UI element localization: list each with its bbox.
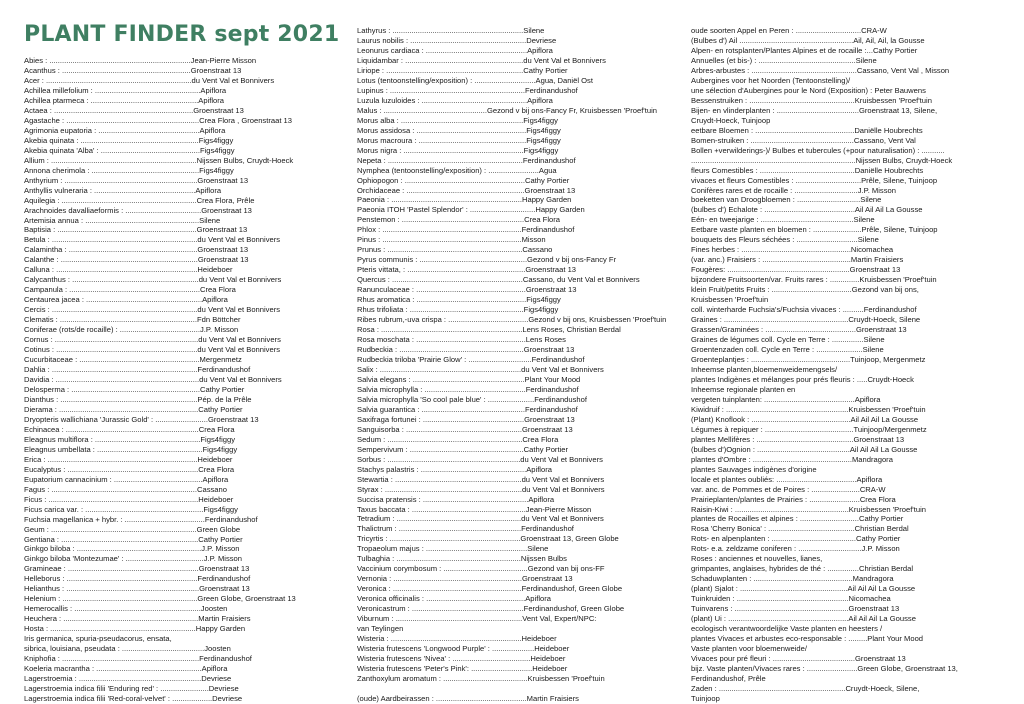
plant-entry: Salvia elegans : .....................................................Plant Your Mood [357, 374, 581, 384]
plant-entry: Salix : ...................................................................du Vent Val et Bonnivers [357, 364, 604, 374]
plant-entry: une sélection d'Aubergines pour le Nord (Exposition) : Peter Bauwens [691, 85, 926, 95]
plant-entry: Phlox : ..................................................................Ferdinandushof [357, 225, 575, 235]
plant-entry: Arachnoides davalliaeformis : ....................................Groenstraat 13 [24, 205, 252, 215]
plant-entry: Dierama : ..................................................................Cathy Portier [24, 404, 243, 414]
plant-entry: Alpen- en rotsplanten/Plantes Alpines et de rocaille :...Cathy Portier [691, 45, 918, 55]
plant-entry: Rudbeckia triloba 'Prairie Glow' : ..............................Ferdinandushof [357, 354, 585, 364]
plant-entry: klein Fruit/petits Fruits : ......................................Gezond van bij ons, [691, 285, 919, 295]
plant-entry: Conifères rares et de rocaille : ..............................J.P. Misson [691, 185, 896, 195]
plant-entry: Ginkgo biloba : ...........................................................J.P. Misson [24, 544, 240, 554]
plant-entry: ecologisch verantwoordelijke Vaste planten en heesters / [691, 624, 883, 634]
plant-entry: Morus macroura : ...................................................Figs4figgy [357, 135, 561, 145]
plant-entry: Bomen-struiken : .................................................Cassano, Vent Val [691, 135, 916, 145]
plant-entry: Lagerstroemia indica filii 'Enduring red' : .......................Devriese [24, 684, 239, 694]
plant-entry: Rosa : ...................................................................Lens Roses, Christian Berdal [357, 325, 621, 335]
plant-entry: locale et plantes oubliés: ......................................Apiflora [691, 474, 883, 484]
plant-entry: bouquets des Fleurs séchées : .............................Silene [691, 235, 879, 245]
plant-entry: oude soorten Appel en Peren : ...............................CRA-W [691, 26, 887, 35]
plant-entry: var. anc. de Pommes et de Poires : .......................CRA-W [691, 484, 886, 494]
plant-entry: Stachys palastris : ..................................................Apiflora [357, 464, 552, 474]
plant-entry: Penstemon : ..........................................................Crea Flora [357, 215, 560, 225]
plant-entry: plantes Mellifères : ..............................................Groenstraat 13 [691, 434, 905, 444]
plant-entry: (oude) Aardbeirassen : ...........................................Martin Fraisiers [357, 693, 579, 703]
plant-entry: Rhus aromatica : ....................................................Figs4figgy [357, 295, 561, 305]
plant-entry: Helenium : ................................................................Green Globe, Groenstraat 13 [24, 594, 296, 604]
plant-entry: Ginkgo biloba 'Montezumae' : .....................................J.P. Misson [24, 554, 243, 564]
plant-entry: Aquilegia : ................................................................Crea Flora, Prêle [24, 195, 255, 205]
plant-entry: coll. winterharde Fuchsia's/Fuchsia vivaces : ..........Ferdinandushof [691, 305, 917, 315]
plant-entry: Kruisbessen 'Proef'tuin [691, 295, 769, 305]
plant-entry: Hemerocallis : ............................................................Joosten [24, 604, 228, 614]
plant-entry: Liquidambar : ........................................................du Vent Val et Bonnivers [357, 55, 606, 65]
plant-entry: Vivaces pour pré fleuri : .......................................Groenstraat 13 [691, 654, 906, 664]
plant-entry: Morus alba : ..........................................................Figs4figgy [357, 115, 558, 125]
plant-entry: Anthyllis vulneraria : ................................................Apiflora [24, 185, 222, 195]
plant-entry: Gentiana : .................................................................Cathy Portier [24, 534, 243, 544]
plant-entry: eetbare Bloemen : ...............................................Daniëlle Houbrechts [691, 125, 923, 135]
plant-entry: (Bulbes d') Ail ......................................................Ail, Ail, Ail, la Gousse [691, 35, 925, 45]
plant-entry [357, 684, 679, 694]
plant-entry: Sanguisorba : .......................................................Groenstraat 13 [357, 424, 573, 434]
plant-entry: Quercus : ..............................................................Cassano, du Vent Val et Bonnivers [357, 275, 640, 285]
plant-entry: Stewartia : ............................................................du Vent Val et Bonnivers [357, 474, 605, 484]
plant-entry: Fougères: ..........................................................Groenstraat 13 [691, 265, 901, 275]
plant-entry: Akebia quinata 'Alba' : ...............................................Figs4figgy [24, 145, 235, 155]
plant-entry: Vernonia : .............................................................Groenstraat 13 [357, 574, 573, 584]
plant-entry: Anthyrium : ...............................................................Groenstraat 13 [24, 175, 249, 185]
plant-entry: Salvia microphylla : ................................................Ferdinandushof [357, 384, 579, 394]
plant-entry: Inheemse regionale planten en [691, 384, 796, 394]
plant-entry: Calamintha : .............................................................Groenstraat 13 [24, 245, 249, 255]
plant-entry: Morus assidosa : ....................................................Figs4figgy [357, 125, 561, 135]
page-title: PLANT FINDER sept 2021 [24, 22, 340, 47]
plant-entry: Echinacea : ...............................................................Crea Flora [24, 424, 235, 434]
plant-entry: Baptisia : ..................................................................Groenstraat 13 [24, 225, 248, 235]
plant-entry: Annuelles (et bis-) : ..............................................Silene [691, 55, 877, 65]
plant-entry: Viburnum : ............................................................Vent Val, Expert/NPC: [357, 614, 597, 624]
plant-entry: Styrax : .................................................................du Vent Val et Bonnivers [357, 484, 605, 494]
plant-entry: Tropaeolum majus : ................................................Silene [357, 544, 549, 554]
plant-entry: Actaea : ..................................................................Groenstraat 13 [24, 105, 244, 115]
plant-entry: Bessenstruiken : ..................................................Kruisbessen 'Proef'tuin [691, 95, 932, 105]
plant-entry: Tricyrtis : ..............................................................Groenstraat 13, Green Globe [357, 534, 619, 544]
plant-entry: (var. anc.) Fraisiers : ..........................................Martin Fraisiers [691, 255, 904, 265]
plant-entry: Luzula luzuloides : ..................................................Apiflora [357, 95, 553, 105]
plant-entry: Rosa 'Cherry Bonica' : .........................................Christian Berdal [691, 524, 909, 534]
plant-entry: Veronica officinalis : ...............................................Apiflora [357, 594, 551, 604]
plant-entry: Cercis : .....................................................................du Vent Val et Bonnivers [24, 305, 281, 315]
plant-entry: Graines de légumes coll. Cycle en Terre : ...............Silene [691, 335, 885, 345]
plant-entry: Veronica : .............................................................Ferdinandushof, Green Globe [357, 584, 623, 594]
plant-entry: grimpantes, anglaises, hybrides de thé : ...............Christian Berdal [691, 564, 914, 574]
plant-entry: Pinus : ..................................................................Misson [357, 235, 546, 245]
plant-entry: Davidia : ....................................................................du Vent Val et Bonnivers [24, 375, 282, 384]
plant-entry: Ribes rubrum,-uva crispa : ......................................Gezond v bij ons, Kruisbessen 'Proef'tuin [357, 315, 667, 325]
plant-entry: Lupinus : ................................................................Ferdinandushof [357, 85, 578, 95]
plant-entry: Aubergines voor het Noorden (Tentoonstelling)/ [691, 75, 851, 85]
plant-entry: Wisteria : ..............................................................Heideboer [357, 634, 557, 644]
plant-entry: Rosa moschata : ....................................................Lens Roses [357, 335, 566, 345]
plant-entry: Bijen- en vlinderplanten : .......................................Groenstraat 13, Silene, [691, 105, 938, 115]
plant-entry: Kiwidruif : ..........................................................Kruisbessen 'Proef'tuin [691, 404, 926, 414]
plant-entry: Thalictrum : ..........................................................Ferdinandushof [357, 524, 574, 534]
plant-entry: Agrimonia eupatoria : ................................................Apiflora [24, 125, 226, 135]
plant-entry: Pyrus communis : ...................................................Gezond v bij ons-Fancy Fr [357, 255, 617, 265]
plant-entry: van Teylingen [357, 624, 404, 634]
plant-entry: Eucalyptus : ..............................................................Crea Flora [24, 464, 235, 474]
plant-entry: Geum : .....................................................................Green Globe [24, 524, 241, 534]
plant-entry: Paeonia ITOH 'Pastel Splendor' : ...............................Happy Garden [357, 205, 585, 215]
plant-entry: Abies : ...................................................................Jean-Pierre Misson [24, 56, 257, 65]
plant-entry: boeketten van Droogbloemen : ..............................Silene [691, 195, 882, 205]
plant-entry: Hosta : .....................................................................Happy Garden [24, 624, 246, 634]
column-2 [357, 26, 679, 704]
plant-entry: Lagerstroemia : ..........................................................Devriese [24, 674, 232, 684]
plant-entry: Achillea ptarmeca : ...................................................Apiflora [24, 95, 225, 105]
plant-entry: Veronicastrum : .....................................................Ferdinandushof, Green Globe [357, 604, 625, 614]
plant-entry: Groenteplantjes : ...............................................Tuinjoop, Mergenmetz [691, 354, 926, 364]
plant-entry: bijzondere Fruitsoorten/var. Fruits rares : ..............Kruisbessen 'Proef'tuin [691, 275, 937, 285]
plant-entry: Succisa pratensis : ..................................................Apiflora [357, 494, 555, 504]
plant-entry: Clematis : .................................................................Fdn Böttcher [24, 315, 241, 325]
plant-entry: Erica : .......................................................................Heideboer [24, 454, 233, 464]
plant-entry: Coniferae (rots/de rocaille) : ......................................J.P. Misson [24, 325, 239, 335]
plant-entry: Fuchsia magellanica + hybr. : ......................................Ferdinandushof [24, 514, 258, 524]
column-1 [24, 56, 342, 704]
plant-entry: Ficus carica var. : ........................................................Figs4figgy [24, 504, 238, 514]
plant-entry: Prairieplanten/plantes de Prairies : ........................Crea Flora [691, 494, 896, 504]
plant-entry: fleurs Comestibles : .............................................Daniëlle Houbrechts [691, 165, 924, 175]
plant-entry: plantes Vivaces et arbustes eco-responsable : .........Plant Your Mood [691, 634, 924, 644]
plant-entry: Eupatorium cannacinium : ..........................................Apiflora [24, 474, 229, 484]
plant-entry: Dryopteris wallichiana 'Jurassic Gold' : .........................Groenstraat 13 [24, 414, 259, 424]
plant-entry: Morus nigra : .........................................................Figs4figgy [357, 145, 559, 155]
plant-entry: Dahlia : .....................................................................Ferdinandushof [24, 365, 251, 375]
plant-entry: Schaduwplanten : ...............................................Mandragora [691, 574, 894, 584]
plant-entry: Acanthus : .............................................................Groenstraat 13 [24, 65, 242, 75]
plant-entry: plantes d'Ombre : ...............................................Mandragora [691, 454, 893, 464]
plant-entry: Tulbaghia : ...........................................................Nijssen Bulbs [357, 554, 567, 564]
plant-entry: Rots- e.a. zeldzame coniferen : ..............................J.P. Misson [691, 544, 900, 554]
plant-entry: Betula : .....................................................................du Vent Val et Bonnivers [24, 235, 281, 245]
plant-entry: Nepeta : ................................................................Ferdinandushof [357, 155, 576, 165]
plant-entry: bijz. Vaste planten/Vivaces rares : ........................Green Globe, Groenstraat 13, [691, 664, 958, 673]
plant-entry: Grassen/Graminées : ...........................................Groenstraat 13 [691, 325, 907, 335]
plant-entry: Eetbare vaste planten en bloemen : .......................Prêle, Silene, Tuinjoop [691, 225, 938, 235]
plant-entry: Groentenzaden coll. Cycle en Terre : ......................Silene [691, 345, 884, 354]
plant-entry: Eleagnus multiflora : ..................................................Figs4figgy [24, 434, 236, 444]
plant-entry: Ophiopogon : .........................................................Cathy Portier [357, 175, 570, 185]
plant-entry: Salvia microphylla 'So cool pale blue' : ......................Ferdinandushof [357, 394, 587, 404]
plant-entry: Koeleria macrantha : ..................................................Apiflora [24, 664, 228, 674]
plant-entry: Cornus : ....................................................................du Vent Val et Bonnivers [24, 335, 281, 345]
plant-entry: Allium : .....................................................................Nijssen Bulbs, Cruydt-Hoeck [24, 155, 294, 165]
plant-entry: Vaste planten voor bloemenweide/ [691, 644, 807, 654]
plant-entry: Dianthus : .................................................................Pép. de la Prêle [24, 394, 252, 404]
plant-entry: Kniphofia : .................................................................Ferdinandushof [24, 654, 252, 664]
plant-entry: Wisteria frutescens 'Peter's Pink': .............................Heideboer [357, 664, 568, 673]
plant-entry: plantes Indigènes et mélanges pour prés fleuris : .....Cruydt-Hoeck [691, 374, 914, 384]
plant-entry: Roses : anciennes et nouvelles, lianes, [691, 554, 823, 564]
plant-entry: Achillea millefolium : ..................................................Apiflora [24, 85, 227, 95]
plant-entry: plantes de Rocailles et alpines : ............................Cathy Portier [691, 514, 904, 524]
plant-entry: (bulbes d') Echalote : ...........................................Ail Ail Ail La Gousse [691, 205, 923, 215]
plant-entry: Leonurus cardiaca : ................................................Apiflora [357, 45, 553, 55]
plant-entry: Wisteria frutescens 'Longwood Purple' : ....................Heideboer [357, 644, 570, 654]
plant-entry: Sedum : ................................................................Crea Flora [357, 434, 559, 444]
plant-entry: (bulbes d')Ognion : ............................................Ail Ail Ail La Gousse [691, 444, 918, 454]
column-3 [691, 26, 1013, 704]
plant-entry: Fines herbes : ....................................................Nicomachea [691, 245, 894, 255]
plant-entry: ..............................................................................Nijssen Bulbs, Cruydt-Hoeck [691, 155, 953, 165]
plant-entry: Cucurbitaceae : .........................................................Mergenmetz [24, 355, 242, 365]
plant-entry: Taxus baccata : ......................................................Jean-Pierre Misson [357, 504, 592, 514]
plant-entry: Liriope : .................................................................Cathy Portier [357, 65, 568, 75]
plant-entry: Sorbus : ...............................................................du Vent Val et Bonnivers [357, 454, 603, 464]
plant-entry: Calluna : ...................................................................Heideboer [24, 265, 233, 275]
plant-entry: Acer : .....................................................................du Vent Val et Bonnivers [24, 75, 275, 85]
plant-entry: (plant) Sjalot : ...................................................Ail Ail Ail La Gousse [691, 584, 916, 594]
plant-entry: Rots- en alpenplanten : ........................................Cathy Portier [691, 534, 901, 544]
plant-entry: Eleagnus umbellata : ..................................................Figs4figgy [24, 444, 238, 454]
plant-entry: Raisin-Kiwi : ......................................................Kruisbessen 'Proef'tuin [691, 504, 927, 514]
plant-entry: Prunus : ................................................................Cassano [357, 245, 553, 255]
plant-entry: Inheemse planten,bloemenweidemengsels/ [691, 364, 838, 374]
plant-entry: Zanthoxylum aromatum : ........................................Kruisbessen 'Proef'tuin [357, 673, 605, 683]
plant-entry: Nymphea (tentoonstelling/exposition) : ........................Agua [357, 165, 557, 175]
plant-entry: Pteris vittata, : ........................................................Groenstraat 13 [357, 265, 577, 275]
plant-entry: Wisteria frutescens 'Nivea' : .....................................Heideboer [357, 654, 566, 664]
plant-entry: Cotinus : ...................................................................du Vent Val et Bonnivers [24, 345, 281, 355]
plant-entry: Orchidaceae : ........................................................Groenstraat 13 [357, 185, 576, 195]
plant-entry: Lathyrus : ..............................................................Silene [357, 26, 545, 35]
plant-entry: Helianthus : ...............................................................Groenstraat 13 [24, 584, 250, 594]
plant-entry: Salvia guarantica : .................................................Ferdinandushof [357, 404, 578, 414]
plant-entry: Graines : ...........................................................Cruydt-Hoeck, Silene [691, 315, 921, 325]
plant-entry: (plant) Ui : .........................................................Ail Ail Ail La Gousse [691, 614, 916, 624]
plant-entry: Saxifraga fortunei : ................................................Groenstraat 13 [357, 414, 575, 424]
plant-entry: Iris germanica, spuria-pseudacorus, ensata, [24, 634, 172, 644]
plant-entry: Lotus (tentoonstelling/exposition) : .............................Agua, Daniël Ost [357, 75, 593, 85]
plant-entry: Annona cherimola : ...................................................Figs4figgy [24, 165, 234, 175]
plant-entry: Heuchera : ................................................................Martin Fraisiers [24, 614, 251, 624]
plant-entry: Centaurea jacea : .......................................................Apiflora [24, 295, 228, 305]
plant-entry: Agastache : ...............................................................Crea Flora , Groenstraat 13 [24, 115, 292, 125]
plant-entry: Zaden : ............................................................Cruydt-Hoeck, Silene, [691, 683, 920, 693]
plant-entry: Delosperma : .............................................................Cathy Portier [24, 384, 245, 394]
plant-entry: Arbres-arbustes : ..................................................Cassano, Vent Val , Misson [691, 65, 950, 75]
plant-entry: Calycanthus : ............................................................du Vent Val et Bonnivers [24, 275, 282, 285]
plant-entry: Bollen +verwilderings-)/ Bulbes et tubercules (+pour naturalisation) : ........... [691, 145, 945, 155]
plant-entry: Fagus : .....................................................................Cassano [24, 484, 227, 494]
plant-entry: sibrica, louisiana, pseudata : .......................................Joosten [24, 644, 231, 654]
plant-entry: Campanula : ..............................................................Crea Flora [24, 285, 236, 295]
plant-entry: Tuinkruiden : .....................................................Nicomachea [691, 594, 891, 604]
plant-entry: Eén- en tweejarige : ............................................Silene [691, 215, 875, 225]
plant-entry: Rhus trifoliata : ......................................................Figs4figgy [357, 305, 559, 315]
plant-entry: Artemisia annua : ......................................................Silene [24, 215, 221, 225]
plant-entry: vivaces et fleurs Comestibles : ...............................Prêle, Silene, Tuinjoop [691, 175, 938, 185]
plant-entry: Akebia quinata : ........................................................Figs4figgy [24, 135, 234, 145]
plant-entry: (Plant) Knoflook : ...............................................Ail Ail Ail La Gousse [691, 414, 919, 424]
plant-entry: Tuinvarens : ......................................................Groenstraat 13 [691, 604, 900, 614]
plant-entry: Rudbeckia : ...........................................................Groenstraat 13 [357, 345, 575, 354]
plant-entry: Paeonia : ..............................................................Happy Garden [357, 195, 572, 205]
plant-entry: Malus : .................................................Gezond v bij ons-Fancy Fr, Kruisbessen 'Proef'tuin [357, 105, 658, 115]
plant-entry: Cruydt-Hoeck, Tuinjoop [691, 115, 771, 125]
plant-entry: Ranunculaceae : ....................................................Groenstraat 13 [357, 285, 577, 295]
plant-entry: Ferdinandushof, Prêle [691, 673, 766, 683]
plant-entry: plantes Sauvages indigènes d'origine [691, 464, 817, 474]
plant-entry: Légumes à repiquer : ..........................................Tuinjoop/Mergenmetz [691, 424, 927, 434]
plant-entry: Lagerstroemia indica filii 'Red-coral-velvet' : ...................Devriese [24, 694, 243, 703]
plant-entry: Laurus nobilis : .......................................................Devriese [357, 35, 557, 45]
plant-entry: Helleborus : ..............................................................Ferdinandushof [24, 574, 251, 584]
plant-entry: Gramineae : ..............................................................Groenstraat 13 [24, 564, 250, 574]
plant-entry: vergeten tuinplanten: ...........................................Apiflora [691, 394, 881, 404]
plant-entry: Ficus : .......................................................................Heideboer [24, 494, 234, 504]
plant-entry: Vaccinium corymbosum : ........................................Gezond van bij ons-FF [357, 564, 605, 574]
plant-entry: Sempervivum : ......................................................Cathy Portier [357, 444, 568, 454]
plant-entry: Tetradium : ...........................................................du Vent Val et Bonnivers [357, 514, 604, 524]
plant-entry: Calanthe : .................................................................Groenstraat 13 [24, 255, 249, 265]
plant-entry: Tuinjoop [691, 693, 720, 703]
